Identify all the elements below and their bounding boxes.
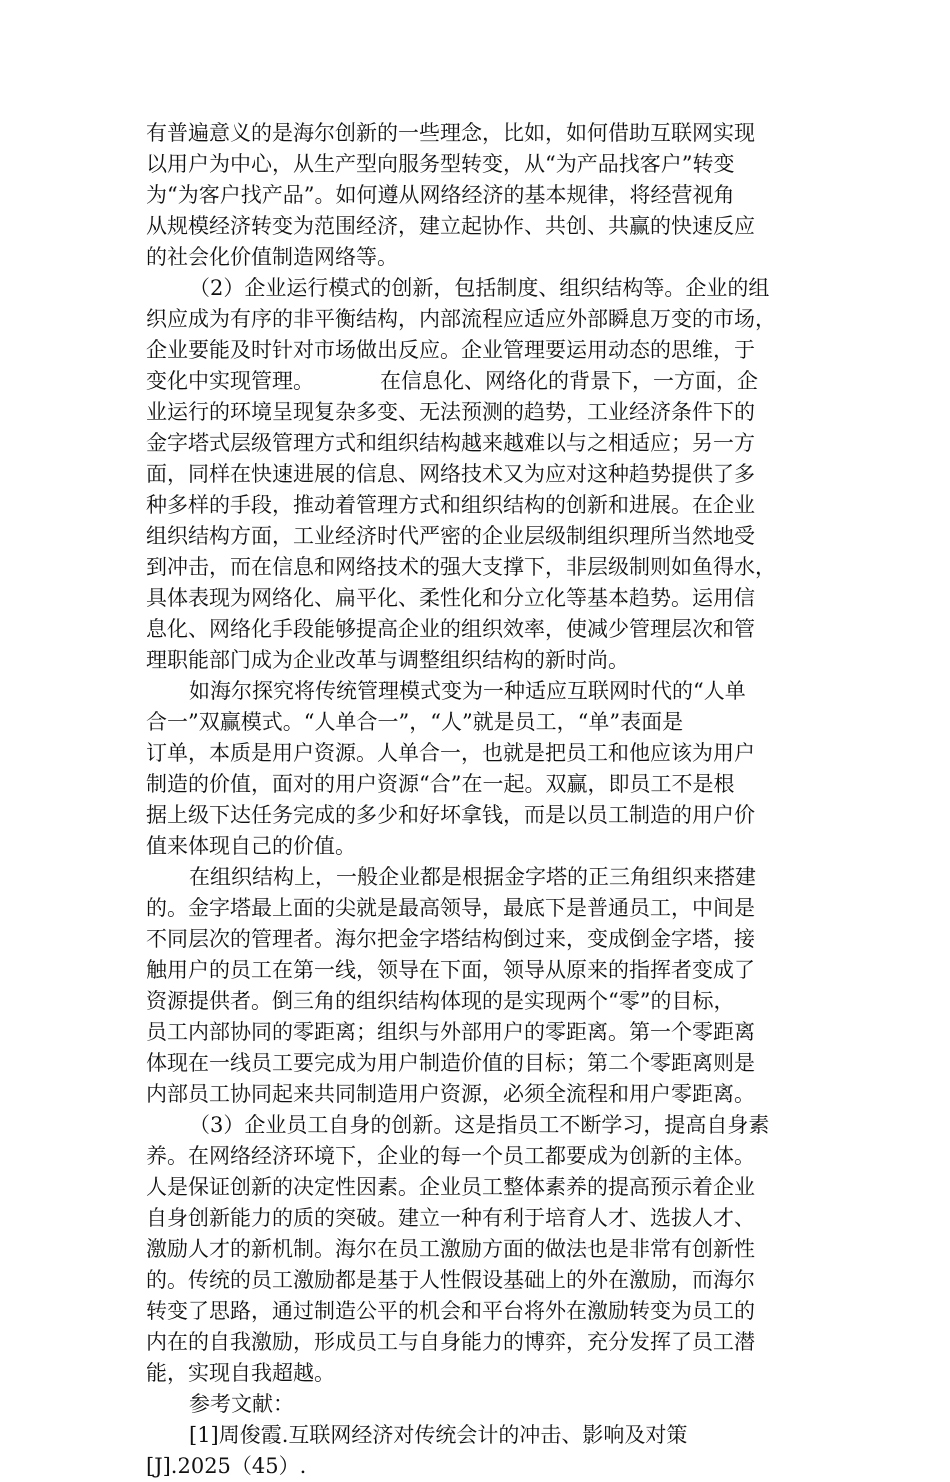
text-line: （3）企业员工自身的创新。这是指员工不断学习，提高自身素 bbox=[189, 1113, 770, 1137]
text-line: 内部员工协同起来共同制造用户资源，必须全流程和用户零距离。 bbox=[146, 1082, 755, 1106]
text-line: 转变了思路，通过制造公平的机会和平台将外在激励转变为员工的 bbox=[146, 1299, 755, 1323]
text-line: 激励人才的新机制。海尔在员工激励方面的做法也是非常有创新性 bbox=[146, 1237, 755, 1261]
reference-item-continuation: [J].2025（45）. bbox=[146, 1454, 307, 1478]
text-line: 员工内部协同的零距离；组织与外部用户的零距离。第一个零距离 bbox=[146, 1020, 755, 1044]
references-heading: 参考文献： bbox=[189, 1392, 294, 1416]
text-line: 息化、网络化手段能够提高企业的组织效率，使减少管理层次和管 bbox=[146, 617, 755, 641]
document-body bbox=[146, 118, 806, 1482]
text-line: 理职能部门成为企业改革与调整组织结构的新时尚。 bbox=[146, 648, 629, 672]
text-line: 制造的价值，面对的用户资源“合”在一起。双赢，即员工不是根 bbox=[146, 772, 735, 796]
text-line: 合一”双赢模式。“人单合一”，“人”就是员工，“单”表面是 bbox=[146, 710, 684, 734]
text-line: 有普遍意义的是海尔创新的一些理念，比如，如何借助互联网实现 bbox=[146, 121, 755, 145]
text-line: 组织结构方面，工业经济时代严密的企业层级制组织理所当然地受 bbox=[146, 524, 755, 548]
text-line: 面，同样在快速进展的信息、网络技术又为应对这种趋势提供了多 bbox=[146, 462, 755, 486]
text-line: 织应成为有序的非平衡结构，内部流程应适应外部瞬息万变的市场， bbox=[146, 307, 776, 331]
text-line: 种多样的手段，推动着管理方式和组织结构的创新和进展。在企业 bbox=[146, 493, 755, 517]
text-line: 不同层次的管理者。海尔把金字塔结构倒过来，变成倒金字塔，接 bbox=[146, 927, 755, 951]
text-line: 为“为客户找产品”。如何遵从网络经济的基本规律，将经营视角 bbox=[146, 183, 735, 207]
reference-item: [1]周俊霞.互联网经济对传统会计的冲击、影响及对策 bbox=[189, 1423, 688, 1447]
text-line: 养。在网络经济环境下，企业的每一个员工都要成为创新的主体。 bbox=[146, 1144, 755, 1168]
text-segment: 变化中实现管理。 bbox=[146, 369, 314, 393]
text-line: 体现在一线员工要完成为用户制造价值的目标；第二个零距离则是 bbox=[146, 1051, 755, 1075]
text-line: 如海尔探究将传统管理模式变为一种适应互联网时代的“人单 bbox=[189, 679, 746, 703]
text-line bbox=[146, 366, 806, 397]
text-line: 人是保证创新的决定性因素。企业员工整体素养的提高预示着企业 bbox=[146, 1175, 755, 1199]
text-line: 自身创新能力的质的突破。建立一种有利于培育人才、选拔人才、 bbox=[146, 1206, 755, 1230]
text-line: 到冲击，而在信息和网络技术的强大支撑下，非层级制则如鱼得水， bbox=[146, 555, 776, 579]
text-line: 内在的自我激励，形成员工与自身能力的博弈，充分发挥了员工潜 bbox=[146, 1330, 755, 1354]
text-line: 的。传统的员工激励都是基于人性假设基础上的外在激励，而海尔 bbox=[146, 1268, 755, 1292]
text-line: 的社会化价值制造网络等。 bbox=[146, 245, 398, 269]
text-line: 能，实现自我超越。 bbox=[146, 1361, 335, 1385]
text-segment: 在信息化、网络化的背景下，一方面，企 bbox=[380, 369, 758, 393]
text-line: 从规模经济转变为范围经济，建立起协作、共创、共赢的快速反应 bbox=[146, 214, 755, 238]
text-line: 金字塔式层级管理方式和组织结构越来越难以与之相适应；另一方 bbox=[146, 431, 755, 455]
text-line: 业运行的环境呈现复杂多变、无法预测的趋势，工业经济条件下的 bbox=[146, 400, 755, 424]
text-line: 以用户为中心，从生产型向服务型转变，从“为产品找客户”转变 bbox=[146, 152, 735, 176]
text-line: 具体表现为网络化、扁平化、柔性化和分立化等基本趋势。运用信 bbox=[146, 586, 755, 610]
text-line: 据上级下达任务完成的多少和好坏拿钱，而是以员工制造的用户价 bbox=[146, 803, 755, 827]
text-line: 订单，本质是用户资源。人单合一，也就是把员工和他应该为用户 bbox=[146, 741, 755, 765]
text-line: 资源提供者。倒三角的组织结构体现的是实现两个“零”的目标， bbox=[146, 989, 735, 1013]
text-line: 触用户的员工在第一线，领导在下面，领导从原来的指挥者变成了 bbox=[146, 958, 755, 982]
text-line: 企业要能及时针对市场做出反应。企业管理要运用动态的思维，于 bbox=[146, 338, 755, 362]
text-line: （2）企业运行模式的创新，包括制度、组织结构等。企业的组 bbox=[189, 276, 770, 300]
text-line: 的。金字塔最上面的尖就是最高领导，最底下是普通员工，中间是 bbox=[146, 896, 755, 920]
text-line: 值来体现自己的价值。 bbox=[146, 834, 356, 858]
text-line: 在组织结构上，一般企业都是根据金字塔的正三角组织来搭建 bbox=[189, 865, 756, 889]
